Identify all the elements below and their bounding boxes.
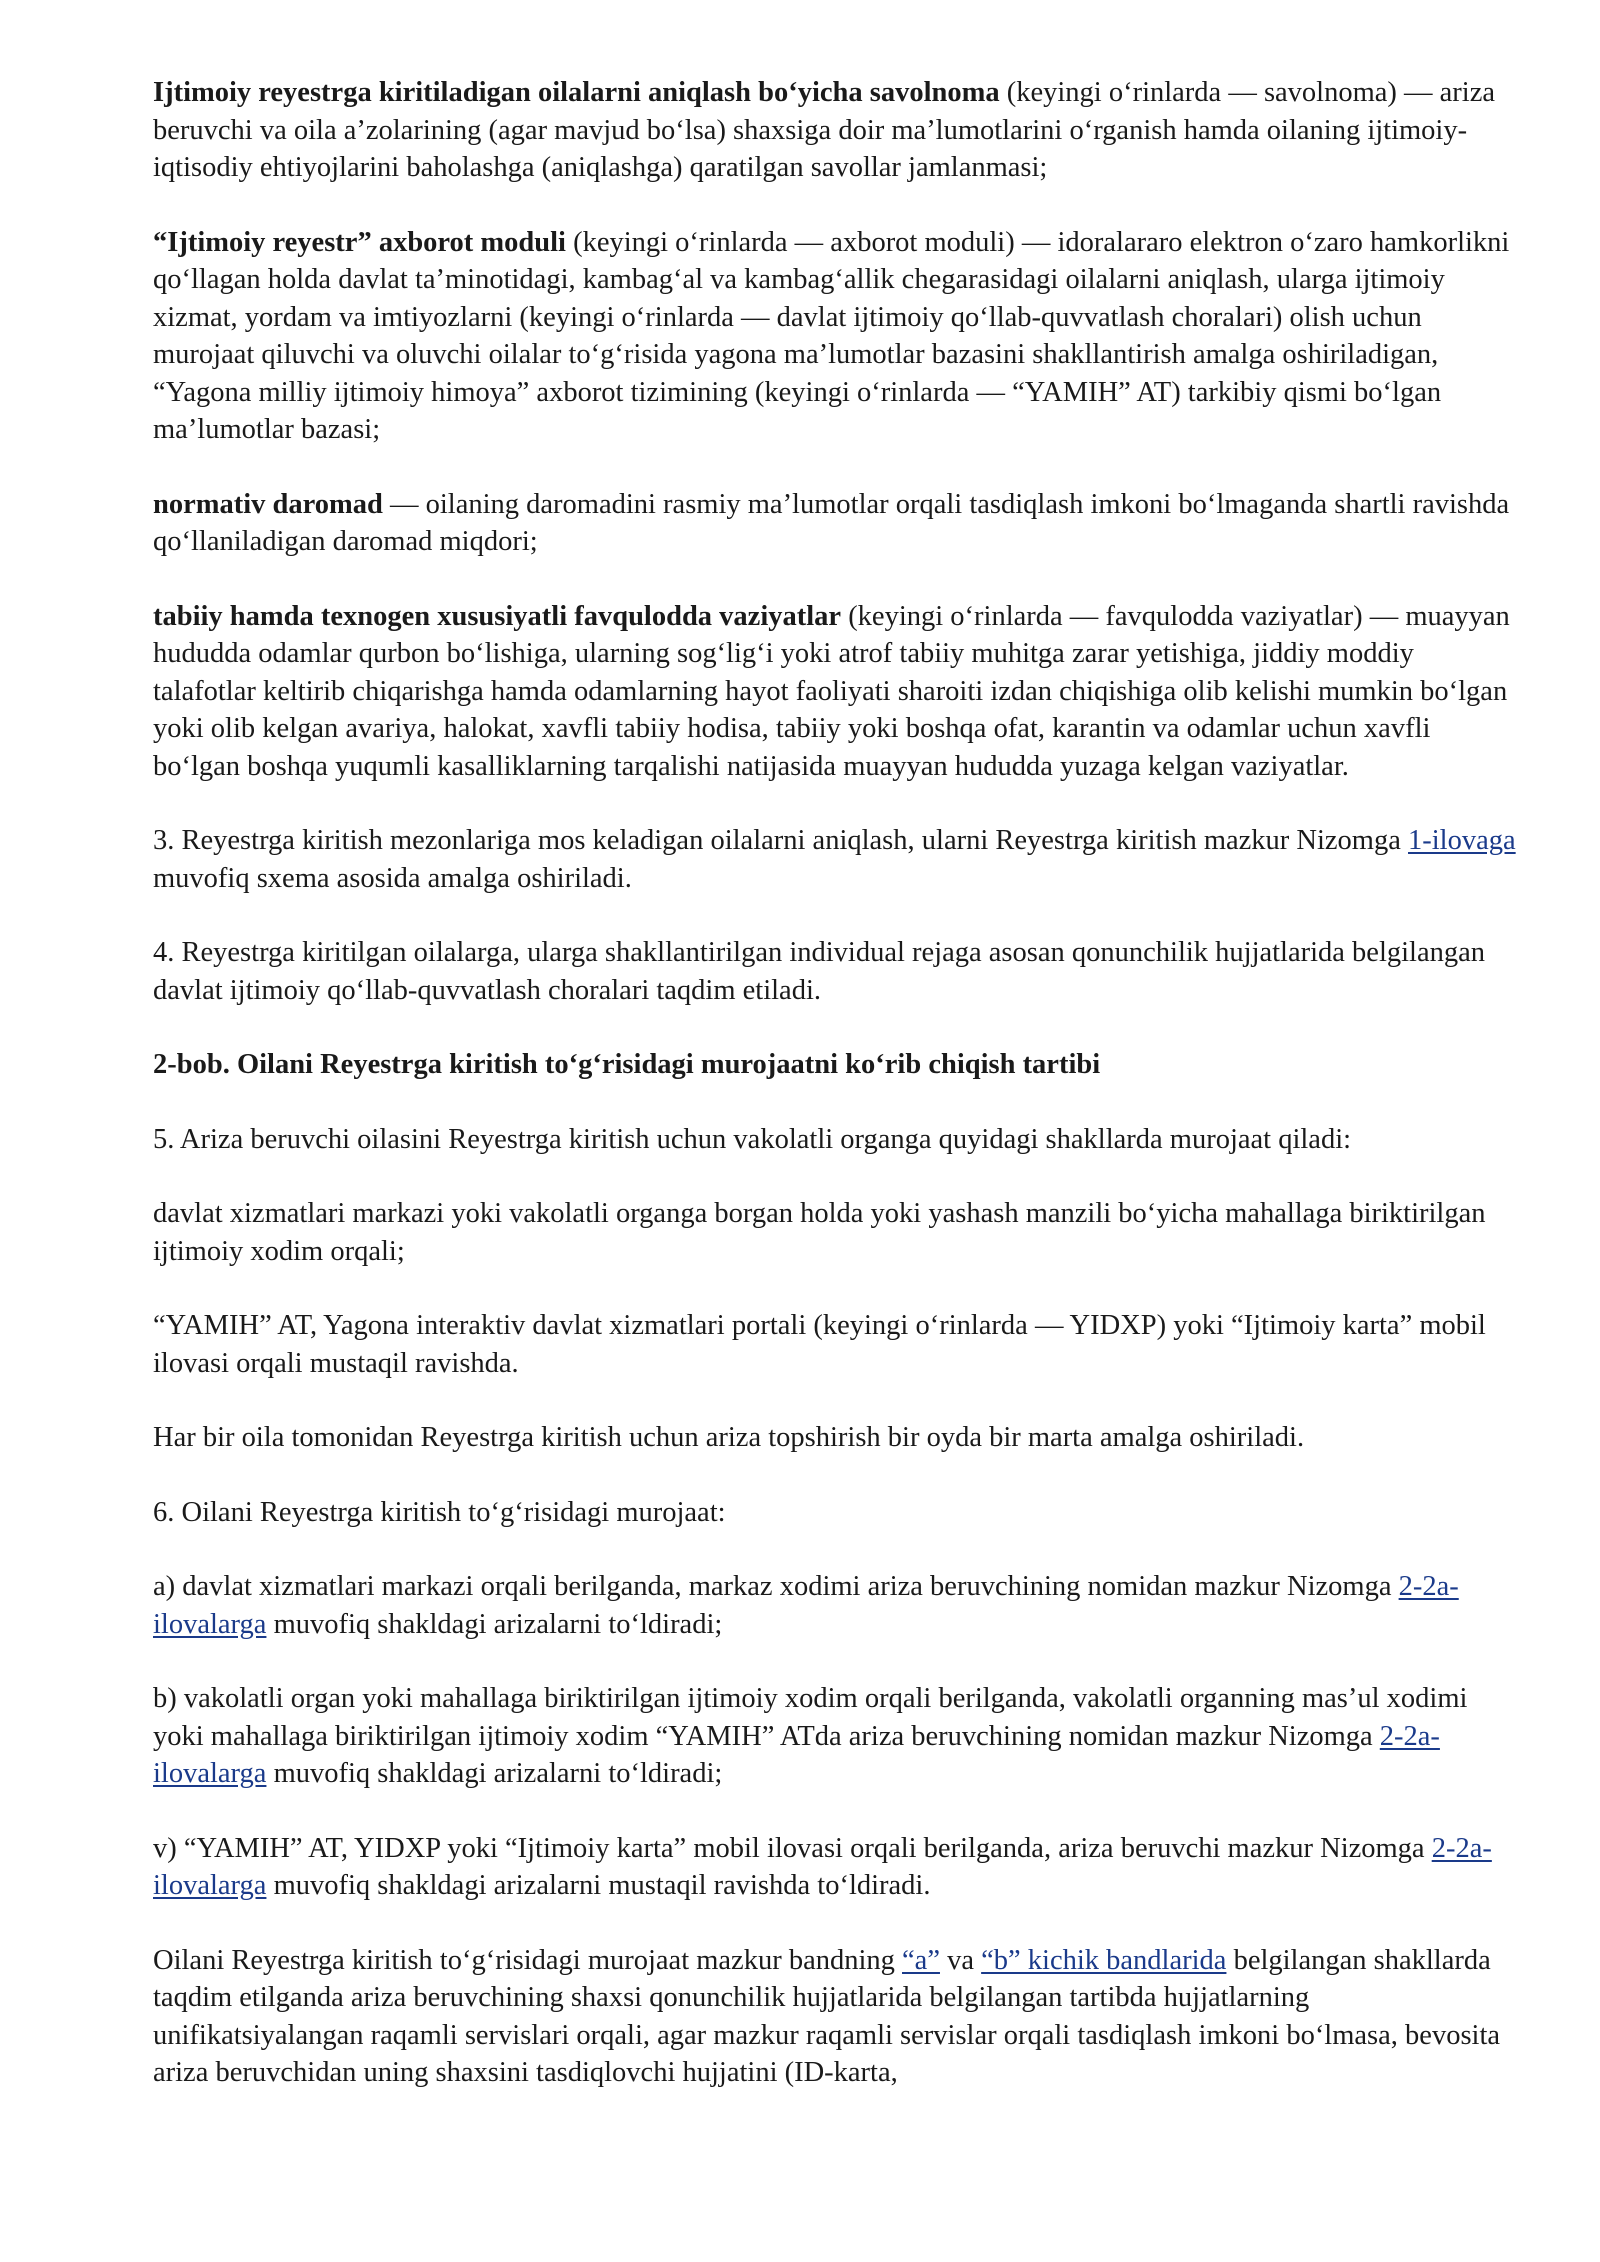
clause-5-item-2: “YAMIH” AT, Yagona interaktiv davlat xizmatlari portali (keyingi o‘rinlarda — YIDXP) yoki “Ijtimoiy karta” mobil ilovasi orqali mustaqil ravishda.: [153, 1310, 1486, 1379]
clause-text: muvofiq shakldagi arizalarni to‘ldiradi;: [266, 1608, 723, 1640]
link-2-2a-ilovalarga[interactable]: 2-2a-ilovalarga: [153, 1720, 1440, 1789]
definition-text: (keyingi o‘rinlarda — axborot moduli) — idoralararo elektron o‘zaro hamkorlikni qo‘llagan holda davlat ta’minotidagi, kambag‘al va kambag‘allik chegarasidagi oilalarni aniqlash, ularga ijtimoiy xizmat, yordam va imtiyozlarni (keyingi o‘rinlarda — davlat ijtimoiy qo‘llab-quvvatlash choralari) olish uchun murojaat qiluvchi va oluvchi oilalar to‘g‘risida yagona ma’lumotlar bazasini shakllantirish amalga oshiriladigan, “Yagona milliy ijtimoiy himoya” axborot tizimining (keyingi o‘rinlarda — “YAMIH” AT) tarkibiy qismi bo‘lgan ma’lumotlar bazasi;: [153, 226, 1510, 445]
term-savolnoma: Ijtimoiy reyestrga kiritiladigan oilalarni aniqlash bo‘yicha savolnoma: [153, 77, 1000, 108]
term-favqulodda-vaziyatlar: tabiiy hamda texnogen xususiyatli favqulodda vaziyatlar: [153, 600, 842, 632]
clause-6-item-v: [153, 1830, 1522, 1905]
definition-text: (keyingi o‘rinlarda — savolnoma) — ariza beruvchi va oila a’zolarining (agar mavjud bo‘lsa) shaxsiga doir ma’lumotlarini o‘rganish hamda oilaning ijtimoiy-iqtisodiy ehtiyojlarini baholashga (aniqlashga) qaratilgan savollar jamlanmasi;: [153, 77, 1496, 183]
clause-text: belgilangan shakllarda taqdim etilganda ariza beruvchining shaxsi qonunchilik hujjatlarida belgilangan tartibda hujjatlarning unifikatsiyalangan raqamli servislari orqali, agar mazkur raqamli servislar orqali tasdiqlash imkoni bo‘lmasa, bevosita ariza beruvchidan uning shaxsini tasdiqlovchi hujjatini (ID-karta,: [153, 1944, 1501, 2088]
definition-axborot-moduli: [153, 224, 1522, 449]
term-normativ-daromad: normativ daromad: [153, 488, 383, 520]
clause-5-note: Har bir oila tomonidan Reyestrga kiritish uchun ariza topshirish bir oyda bir marta amalga oshiriladi.: [153, 1422, 1305, 1453]
link-2-2a-ilovalarga[interactable]: 2-2a-ilovalarga: [153, 1832, 1492, 1901]
clause-4: 4. Reyestrga kiritilgan oilalarga, ularga shakllantirilgan individual rejaga asosan qonunchilik hujjatlarida belgilangan davlat ijtimoiy qo‘llab-quvvatlash choralari taqdim etiladi.: [153, 937, 1486, 1006]
clause-3: [153, 822, 1522, 897]
clause-text: 3. Reyestrga kiritish mezonlariga mos keladigan oilalarni aniqlash, ularni Reyestrga kiritish mazkur Nizomga: [153, 825, 1409, 856]
link-subclause-a[interactable]: “a”: [902, 1944, 940, 1976]
clause-text: muvofiq shakldagi arizalarni mustaqil ravishda to‘ldiradi.: [266, 1870, 931, 1901]
link-1-ilovaga[interactable]: 1-ilovaga: [1408, 825, 1516, 856]
clause-text: b) vakolatli organ yoki mahallaga biriktirilgan ijtimoiy xodim orqali berilganda, vakolatli organning mas’ul xodimi yoki mahallaga biriktirilgan ijtimoiy xodim “YAMIH” ATda ariza beruvchining nomidan mazkur Nizomga: [153, 1683, 1468, 1752]
definition-normativ-daromad: [153, 486, 1522, 561]
definition-savolnoma: [153, 74, 1522, 187]
link-subclause-b[interactable]: “b” kichik bandlarida: [981, 1944, 1227, 1976]
clause-5: 5. Ariza beruvchi oilasini Reyestrga kiritish uchun vakolatli organga quyidagi shakllarda murojaat qiladi:: [153, 1123, 1352, 1155]
clause-5-item-1: davlat xizmatlari markazi yoki vakolatli organga borgan holda yoki yashash manzili bo‘yicha mahallaga biriktirilgan ijtimoiy xodim orqali;: [153, 1198, 1486, 1267]
chapter-heading: 2-bob. Oilani Reyestrga kiritish to‘g‘risidagi murojaatni ko‘rib chiqish tartibi: [153, 1049, 1101, 1080]
clause-text: muvofiq sxema asosida amalga oshiriladi.: [153, 862, 632, 894]
clause-6-item-a: [153, 1568, 1522, 1643]
definition-text: — oilaning daromadini rasmiy ma’lumotlar orqali tasdiqlash imkoni bo‘lmaganda shartli ravishda qo‘llaniladigan daromad miqdori;: [153, 488, 1510, 557]
clause-text: muvofiq shakldagi arizalarni to‘ldiradi;: [266, 1758, 723, 1789]
clause-text: va: [939, 1944, 982, 1976]
clause-text: Oilani Reyestrga kiritish to‘g‘risidagi murojaat mazkur bandning: [153, 1944, 903, 1976]
link-2-2a-ilovalarga[interactable]: 2-2a-ilovalarga: [153, 1571, 1459, 1640]
term-axborot-moduli: “Ijtimoiy reyestr” axborot moduli: [153, 226, 566, 258]
definition-favqulodda-vaziyatlar: [153, 598, 1522, 786]
clause-6-item-b: [153, 1680, 1522, 1793]
definition-text: (keyingi o‘rinlarda — favqulodda vaziyatlar) — muayyan hududda odamlar qurbon bo‘lishiga, ularning sog‘lig‘i yoki atrof tabiiy muhitga zarar yetishiga, jiddiy moddiy talafotlar keltirib chiqarishga hamda odamlarning hayot faoliyati sharoiti izdan chiqishiga olib kelishi mumkin bo‘lgan yoki olib kelgan avariya, halokat, xavfli tabiiy hodisa, tabiiy yoki boshqa ofat, karantin va odamlar uchun xavfli bo‘lgan boshqa yuqumli kasalliklarning tarqalishi natijasida muayyan hududda yuzaga kelgan vaziyatlar.: [153, 600, 1510, 782]
clause-6: 6. Oilani Reyestrga kiritish to‘g‘risidagi murojaat:: [153, 1496, 726, 1528]
clause-text: a) davlat xizmatlari markazi orqali berilganda, markaz xodimi ariza beruvchining nomidan mazkur Nizomga: [153, 1571, 1399, 1602]
clause-6-final: [153, 1942, 1522, 2092]
clause-text: v) “YAMIH” AT, YIDXP yoki “Ijtimoiy karta” mobil ilovasi orqali berilganda, ariza beruvchi mazkur Nizomga: [153, 1832, 1432, 1864]
